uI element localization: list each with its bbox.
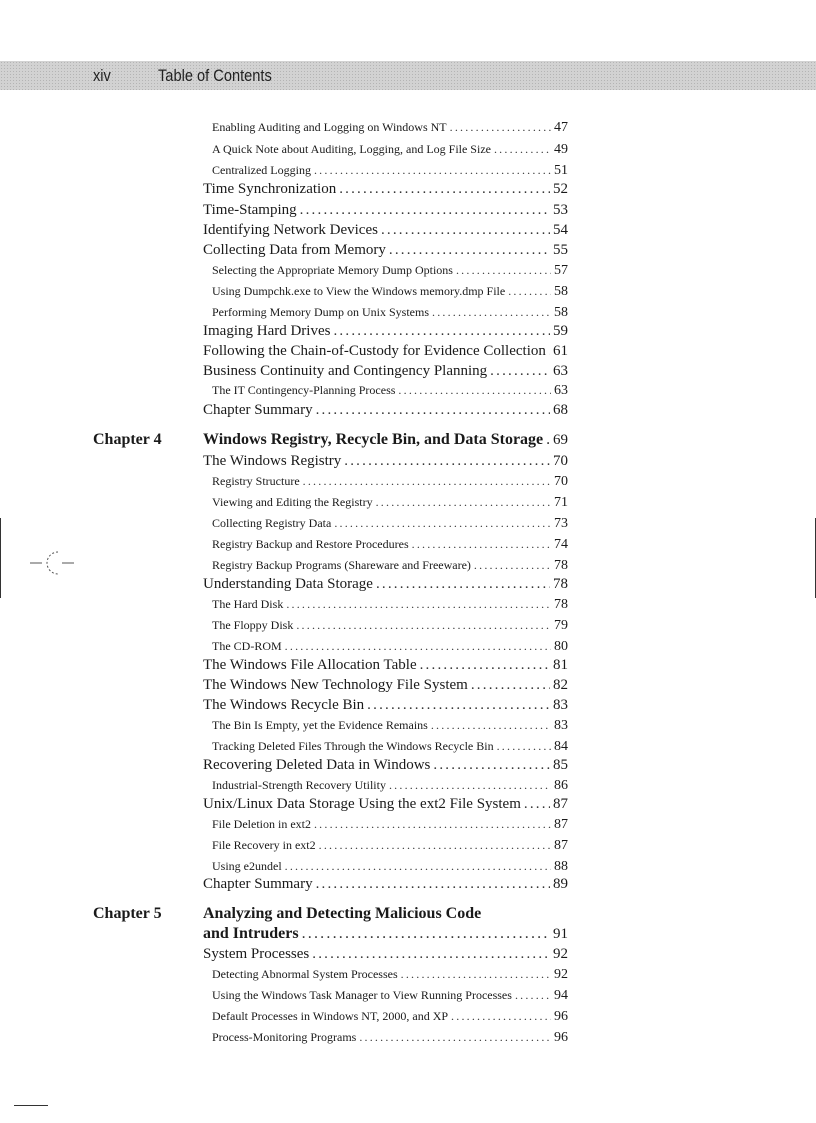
toc-entry-page: 69 — [553, 432, 568, 448]
toc-entry-title: Detecting Abnormal System Processes — [212, 967, 398, 981]
toc-entry-page: 96 — [554, 1009, 568, 1024]
toc-entry[interactable] — [203, 201, 568, 220]
dot-leader — [296, 617, 551, 633]
toc-entry-page: 63 — [553, 363, 568, 379]
toc-entry-page: 91 — [553, 926, 568, 942]
toc-entry-title: Time Synchronization — [203, 181, 337, 197]
toc-entry-title: Default Processes in Windows NT, 2000, and XP — [212, 1009, 449, 1023]
toc-entry-page: 87 — [554, 838, 568, 853]
dot-leader — [316, 875, 550, 894]
toc-entry[interactable] — [212, 262, 568, 278]
toc-entry-title: Using the Windows Task Manager to View Running Processes — [212, 988, 512, 1002]
toc-entry-page: 78 — [553, 576, 568, 592]
toc-entry-title: The Hard Disk — [212, 597, 284, 611]
toc-entry-page: 58 — [554, 305, 568, 320]
toc-entry[interactable] — [212, 858, 568, 874]
toc-entry[interactable] — [212, 596, 568, 612]
dot-leader — [508, 283, 551, 299]
toc-entry[interactable] — [203, 795, 568, 814]
toc-entry[interactable] — [203, 452, 568, 471]
dot-leader — [515, 987, 551, 1003]
chapter-5-title-line: Analyzing and Detecting Malicious Code — [203, 905, 482, 922]
toc-entry-title: Chapter Summary — [203, 876, 313, 892]
dot-leader — [333, 322, 550, 341]
toc-entry[interactable] — [212, 987, 568, 1003]
toc-entry-title: Tracking Deleted Files Through the Windows Recycle Bin — [212, 739, 494, 753]
toc-entry[interactable] — [212, 816, 568, 832]
dot-leader — [412, 536, 551, 552]
dot-leader — [471, 676, 550, 695]
dot-leader — [314, 162, 551, 178]
toc-entry-title: Registry Structure — [212, 474, 300, 488]
toc-entry-page: 86 — [554, 778, 568, 793]
toc-entry-title: Enabling Auditing and Logging on Windows NT — [212, 120, 447, 134]
dot-leader — [494, 141, 551, 157]
toc-entry[interactable] — [203, 875, 568, 894]
dot-leader — [381, 221, 550, 240]
toc-entry-page: 82 — [553, 677, 568, 693]
registration-mark-icon — [30, 548, 74, 583]
toc-entry-title: System Processes — [203, 946, 310, 962]
dot-leader — [389, 241, 550, 260]
toc-entry-page: 89 — [553, 876, 568, 892]
toc-entry-title: File Deletion in ext2 — [212, 817, 311, 831]
toc-entry-page: 58 — [554, 284, 568, 299]
toc-entry[interactable] — [212, 617, 568, 633]
toc-entry-page: 87 — [554, 817, 568, 832]
toc-entry-page: 61 — [553, 343, 568, 359]
dot-leader — [474, 557, 551, 573]
toc-entry-page: 88 — [554, 859, 568, 874]
dot-leader — [376, 494, 551, 510]
toc-entry[interactable] — [203, 756, 568, 775]
toc-entry-page: 54 — [553, 222, 568, 238]
toc-entry-page: 79 — [554, 618, 568, 633]
toc-entry[interactable] — [212, 119, 568, 135]
toc-entry-title: Recovering Deleted Data in Windows — [203, 757, 431, 773]
toc-entry[interactable] — [212, 473, 568, 489]
toc-entry-title: Imaging Hard Drives — [203, 323, 331, 339]
toc-entry[interactable] — [212, 382, 568, 398]
toc-entry-title: Chapter Summary — [203, 402, 313, 418]
dot-leader — [451, 1008, 551, 1024]
crop-mark-left — [0, 518, 1, 598]
dot-leader — [490, 362, 550, 381]
toc-entry-page: 92 — [553, 946, 568, 962]
chapter-5-label: Chapter 5 — [93, 905, 162, 922]
toc-entry-page: 94 — [554, 988, 568, 1003]
toc-entry[interactable] — [203, 945, 568, 964]
toc-entry-page: 80 — [554, 639, 568, 654]
toc-entry-title: Collecting Data from Memory — [203, 242, 386, 258]
toc-entry-page: 78 — [554, 558, 568, 573]
toc-entry[interactable] — [212, 777, 568, 793]
dot-leader — [398, 382, 551, 398]
dot-leader — [431, 717, 551, 733]
toc-entry-title: and Intruders — [203, 925, 299, 942]
dot-leader — [314, 816, 551, 832]
toc-entry[interactable] — [212, 738, 568, 754]
toc-entry-title: The Windows Registry — [203, 453, 342, 469]
toc-entry-title: Time-Stamping — [203, 202, 297, 218]
toc-entry[interactable] — [212, 837, 568, 853]
dot-leader — [420, 656, 550, 675]
toc-entry-page: 85 — [553, 757, 568, 773]
toc-entry-title: Understanding Data Storage — [203, 576, 373, 592]
toc-entry-page: 83 — [554, 718, 568, 733]
toc-entry[interactable] — [203, 322, 568, 341]
dot-leader — [302, 924, 550, 944]
toc-entry-title: The Windows File Allocation Table — [203, 657, 417, 673]
toc-entry-title: The Floppy Disk — [212, 618, 294, 632]
dot-leader — [524, 795, 550, 814]
toc-entry-page: 70 — [553, 453, 568, 469]
toc-entry-page: 52 — [553, 181, 568, 197]
dot-leader — [546, 430, 550, 450]
toc-entry[interactable] — [203, 401, 568, 420]
toc-entry[interactable] — [212, 717, 568, 733]
toc-entry[interactable] — [212, 966, 568, 982]
dot-leader — [319, 837, 551, 853]
toc-entry-page: 53 — [553, 202, 568, 218]
dot-leader — [401, 966, 551, 982]
dot-leader — [450, 119, 551, 135]
toc-entry-page: 63 — [554, 383, 568, 398]
dot-leader — [300, 201, 550, 220]
crop-mark-bottom — [14, 1105, 48, 1106]
toc-entry-title: The IT Contingency-Planning Process — [212, 383, 396, 397]
toc-entry-title: Unix/Linux Data Storage Using the ext2 File System — [203, 796, 521, 812]
toc-entry-page: 92 — [554, 967, 568, 982]
toc-entry[interactable] — [212, 557, 568, 573]
toc-entry[interactable] — [203, 241, 568, 260]
toc-entry-title: Using Dumpchk.exe to View the Windows memory.dmp File — [212, 284, 506, 298]
toc-entry-page: 81 — [553, 657, 568, 673]
dot-leader — [432, 304, 551, 320]
dot-leader — [344, 452, 550, 471]
toc-entry-page: 55 — [553, 242, 568, 258]
toc-entry[interactable] — [212, 141, 568, 157]
dot-leader — [456, 262, 551, 278]
dot-leader — [339, 180, 550, 199]
toc-entry-title: A Quick Note about Auditing, Logging, and Log File Size — [212, 142, 491, 156]
dot-leader — [376, 575, 550, 594]
toc-entry-title: The Bin Is Empty, yet the Evidence Remains — [212, 718, 428, 732]
dot-leader — [285, 638, 551, 654]
toc-entry-page: 83 — [553, 697, 568, 713]
dot-leader — [286, 596, 551, 612]
page-number: xiv — [93, 66, 111, 85]
toc-entry[interactable] — [203, 676, 568, 695]
toc-entry[interactable] — [203, 221, 568, 240]
toc-entry[interactable] — [212, 536, 568, 552]
toc-entry[interactable] — [212, 638, 568, 654]
toc-entry[interactable] — [203, 342, 568, 361]
toc-entry-page: 74 — [554, 537, 568, 552]
toc-entry[interactable] — [212, 304, 568, 320]
toc-entry-page: 68 — [553, 402, 568, 418]
toc-entry-title: Business Continuity and Contingency Planning — [203, 363, 488, 379]
toc-entry-title: Windows Registry, Recycle Bin, and Data Storage — [203, 431, 544, 448]
dot-leader — [303, 473, 551, 489]
running-header-title: Table of Contents — [158, 66, 272, 85]
toc-entry-page: 78 — [554, 597, 568, 612]
toc-entry-page: 51 — [554, 163, 568, 178]
toc-entry-page: 84 — [554, 739, 568, 754]
toc-entry[interactable] — [212, 1008, 568, 1024]
toc-chapter-entry[interactable] — [203, 924, 568, 944]
toc-entry[interactable] — [203, 180, 568, 199]
toc-chapter-entry[interactable] — [203, 430, 568, 450]
toc-entry-page: 57 — [554, 263, 568, 278]
toc-entry-page: 73 — [554, 516, 568, 531]
dot-leader — [497, 738, 551, 754]
dot-leader — [316, 401, 550, 420]
dot-leader — [312, 945, 550, 964]
toc-entry-page: 71 — [554, 495, 568, 510]
dot-leader — [359, 1029, 551, 1045]
toc-entry-title: The CD-ROM — [212, 639, 282, 653]
dot-leader — [433, 756, 550, 775]
toc-entry[interactable] — [203, 575, 568, 594]
toc-entry-title: Viewing and Editing the Registry — [212, 495, 373, 509]
toc-entry-title: The Windows Recycle Bin — [203, 697, 365, 713]
toc-entry-title: Collecting Registry Data — [212, 516, 332, 530]
toc-entry[interactable] — [203, 696, 568, 715]
toc-entry-title: File Recovery in ext2 — [212, 838, 316, 852]
toc-entry[interactable] — [212, 162, 568, 178]
toc-entry-page: 96 — [554, 1030, 568, 1045]
toc-entry[interactable] — [212, 1029, 568, 1045]
toc-entry[interactable] — [212, 494, 568, 510]
toc-entry-page: 49 — [554, 142, 568, 157]
dot-leader — [549, 342, 550, 361]
toc-entry-page: 87 — [553, 796, 568, 812]
dot-leader — [285, 858, 551, 874]
toc-entry-title: The Windows New Technology File System — [203, 677, 468, 693]
toc-entry[interactable] — [203, 656, 568, 675]
toc-entry-title: Identifying Network Devices — [203, 222, 378, 238]
toc-entry-title: Registry Backup Programs (Shareware and Freeware) — [212, 558, 471, 572]
toc-entry-title: Centralized Logging — [212, 163, 311, 177]
toc-entry[interactable] — [212, 283, 568, 299]
toc-entry-title: Performing Memory Dump on Unix Systems — [212, 305, 429, 319]
toc-entry-title: Following the Chain-of-Custody for Evidence Collection — [203, 343, 546, 359]
toc-entry-page: 59 — [553, 323, 568, 339]
toc-entry-title: Selecting the Appropriate Memory Dump Options — [212, 263, 453, 277]
toc-entry-title: Registry Backup and Restore Procedures — [212, 537, 409, 551]
toc-entry-page: 47 — [554, 120, 568, 135]
toc-entry-page: 70 — [554, 474, 568, 489]
dot-leader — [389, 777, 551, 793]
toc-entry[interactable] — [212, 515, 568, 531]
chapter-4-label: Chapter 4 — [93, 431, 162, 448]
dot-leader — [367, 696, 550, 715]
dot-leader — [334, 515, 551, 531]
toc-entry-title: Using e2undel — [212, 859, 282, 873]
toc-entry-title: Industrial-Strength Recovery Utility — [212, 778, 386, 792]
toc-entry-title: Process-Monitoring Programs — [212, 1030, 357, 1044]
toc-entry[interactable] — [203, 362, 568, 381]
